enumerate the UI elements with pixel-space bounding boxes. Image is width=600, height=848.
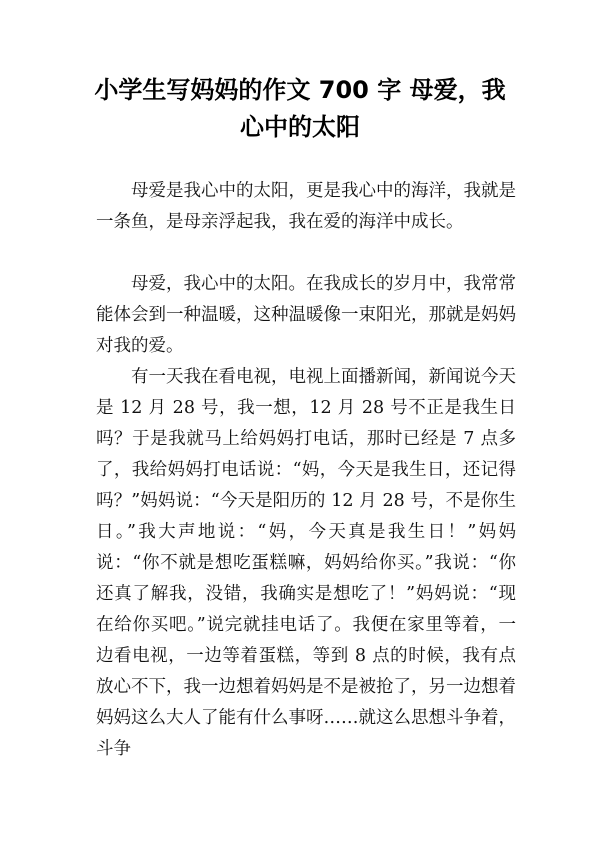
title-line-1: 小学生写妈妈的作文 700 字 母爱，我 bbox=[94, 76, 506, 104]
title-line-2: 心中的太阳 bbox=[240, 113, 360, 141]
paragraph-1: 母爱是我心中的太阳，更是我心中的海洋，我就是一条鱼，是母亲浮起我，我在爱的海洋中成长。 bbox=[96, 181, 516, 232]
paragraph-2: 母爱，我心中的太阳。在我成长的岁月中，我常常能体会到一种温暖，这种温暖像一束阳光，那就是妈妈对我的爱。 bbox=[96, 274, 516, 356]
document-body bbox=[96, 176, 516, 765]
document-title bbox=[60, 72, 540, 146]
paragraph-gap bbox=[96, 238, 516, 269]
paragraph-3: 有一天我在看电视，电视上面播新闻，新闻说今天是 12 月 28 号，我一想，12 月 28 号不正是我生日吗？于是我就马上给妈妈打电话，那时已经是 7 点多了，我给妈妈打电话说：“妈，今天是我生日，还记得吗？”妈妈说：“今天是阳历的 12 月 28 号，不是你生日。”我大声地说：“妈，今天真是我生日！”妈妈说：“你不就是想吃蛋糕嘛，妈妈给你买。”我说：“你还真了解我，没错，我确实是想吃了！”妈妈说：“现在给你买吧。”说完就挂电话了。我便在家里等着，一边看电视，一边等着蛋糕，等到 8 点的时候，我有点放心不下，我一边想着妈妈是不是被抢了，另一边想着妈妈这么大人了能有什么事呀……就这么思想斗争着，斗争 bbox=[96, 367, 516, 759]
